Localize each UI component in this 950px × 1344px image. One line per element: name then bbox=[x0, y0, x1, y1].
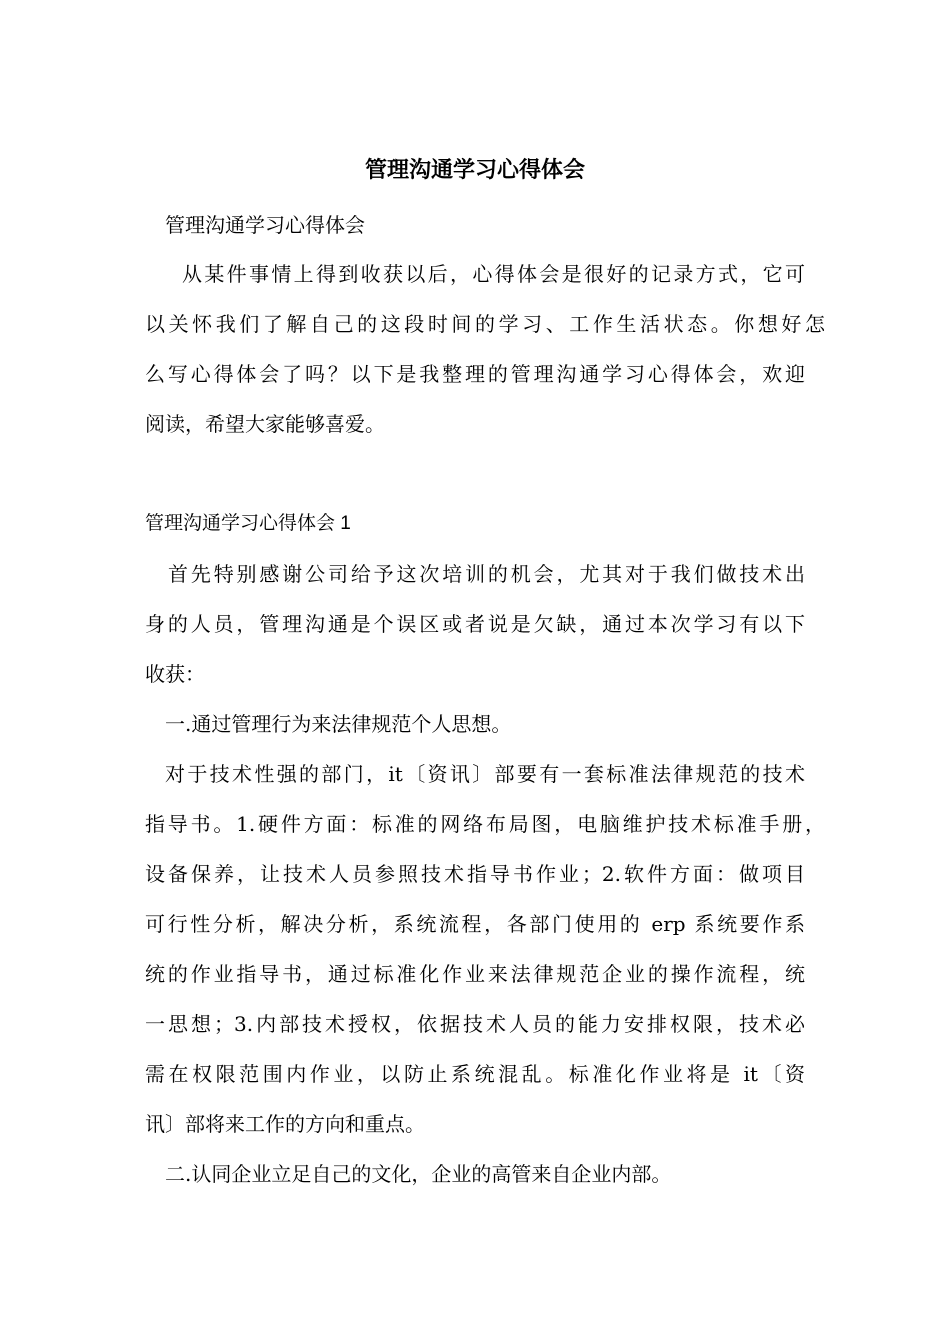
intro-line: 阅读，希望大家能够喜爱。 bbox=[145, 412, 385, 436]
point-line: 设备保养，让技术人员参照技术指导书作业；2.软件方面：做项目 bbox=[145, 862, 805, 886]
point-line: 需在权限范围内作业，以防止系统混乱。标准化作业将是 it〔资 bbox=[145, 1062, 805, 1086]
point-line: 一思想；3.内部技术授权，依据技术人员的能力安排权限，技术必 bbox=[145, 1012, 805, 1036]
section-intro-line: 首先特别感谢公司给予这次培训的机会，尤其对于我们做技术出 bbox=[168, 562, 805, 586]
section-intro-line: 身的人员，管理沟通是个误区或者说是欠缺，通过本次学习有以下 bbox=[145, 612, 805, 636]
point-line: 讯〕部将来工作的方向和重点。 bbox=[145, 1112, 425, 1136]
point-line: 指导书。1.硬件方面：标准的网络布局图，电脑维护技术标准手册， bbox=[145, 812, 825, 836]
document-title: 管理沟通学习心得体会 bbox=[364, 157, 585, 183]
section-intro-line: 收获： bbox=[145, 662, 205, 686]
point-line: 统的作业指导书，通过标准化作业来法律规范企业的操作流程，统 bbox=[145, 962, 805, 986]
point-heading: 一.通过管理行为来法律规范个人思想。 bbox=[165, 712, 512, 736]
point-heading: 二.认同企业立足自己的文化，企业的高管来自企业内部。 bbox=[165, 1162, 672, 1186]
intro-line: 从某件事情上得到收获以后，心得体会是很好的记录方式，它可 bbox=[182, 262, 805, 286]
document-subtitle: 管理沟通学习心得体会 bbox=[165, 213, 365, 237]
intro-line: 么写心得体会了吗？以下是我整理的管理沟通学习心得体会，欢迎 bbox=[145, 362, 805, 386]
section-heading: 管理沟通学习心得体会 1 bbox=[145, 513, 351, 534]
point-line: 对于技术性强的部门，it〔资讯〕部要有一套标准法律规范的技术 bbox=[165, 762, 805, 786]
point-line: 可行性分析，解决分析，系统流程，各部门使用的 erp 系统要作系 bbox=[145, 912, 805, 936]
intro-line: 以关怀我们了解自己的这段时间的学习、工作生活状态。你想好怎 bbox=[145, 312, 825, 336]
